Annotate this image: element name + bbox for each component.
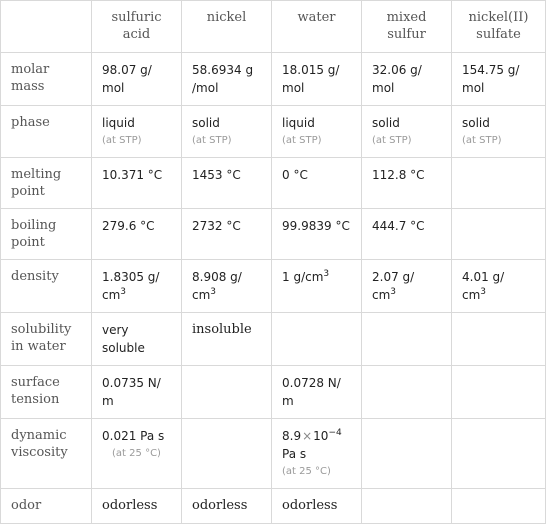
phase-water: liquid (at STP) — [272, 106, 362, 158]
surface-tension-mixed-sulfur — [362, 366, 452, 419]
row-label-phase: phase — [1, 106, 92, 158]
row-label-molar-mass: molar mass — [1, 53, 92, 106]
row-label-boiling-point: boiling point — [1, 209, 92, 260]
boiling-point-sulfuric-acid: 279.6 °C — [92, 209, 182, 260]
density-mixed-sulfur: 2.07 g/ $cm^3$ — [362, 260, 452, 313]
table-row — [1, 260, 546, 313]
density-nickel-ii-sulfate: 4.01 g/ $cm^3$ — [452, 260, 546, 313]
molar-mass-nickel-ii-sulfate: 154.75 g/ mol — [452, 53, 546, 106]
odor-sulfuric-acid: odorless — [92, 489, 182, 524]
surface-tension-sulfuric-acid: 0.0735 N/ m — [92, 366, 182, 419]
boiling-point-nickel: 2732 °C — [182, 209, 272, 260]
melting-point-nickel: 1453 °C — [182, 158, 272, 209]
phase-note: (at STP) — [102, 135, 142, 146]
boiling-point-water: 99.9839 °C — [272, 209, 362, 260]
melting-point-water: 0 °C — [272, 158, 362, 209]
row-label-melting-point: melting point — [1, 158, 92, 209]
viscosity-note: (at 25 °C) — [282, 466, 331, 477]
melting-point-nickel-ii-sulfate — [452, 158, 546, 209]
phase-nickel-ii-sulfate: solid (at STP) — [452, 106, 546, 158]
molar-mass-mixed-sulfur: 32.06 g/ mol — [362, 53, 452, 106]
melting-point-sulfuric-acid: 10.371 °C — [92, 158, 182, 209]
row-label-odor: odor — [1, 489, 92, 524]
phase-mixed-sulfur: solid (at STP) — [362, 106, 452, 158]
column-header-nickel-ii-sulfate: nickel(II) sulfate — [452, 1, 546, 53]
table-row — [1, 53, 546, 106]
column-header-sulfuric-acid: sulfuric acid — [92, 1, 182, 53]
phase-sulfuric-acid: liquid (at STP) — [92, 106, 182, 158]
density-nickel: 8.908 g/ $cm^3$ — [182, 260, 272, 313]
density-water: 1 $g/cm^3$ — [272, 260, 362, 313]
odor-nickel-ii-sulfate — [452, 489, 546, 524]
row-label-dynamic-viscosity: dynamic viscosity — [1, 419, 92, 489]
dynamic-viscosity-sulfuric-acid: 0.021 Pa s (at 25 °C) — [92, 419, 182, 489]
density-sulfuric-acid: 1.8305 g/ $cm^3$ — [92, 260, 182, 313]
table-row — [1, 209, 546, 260]
odor-mixed-sulfur — [362, 489, 452, 524]
table-row — [1, 419, 546, 489]
column-header-nickel: nickel — [182, 1, 272, 53]
table-row — [1, 366, 546, 419]
odor-nickel: odorless — [182, 489, 272, 524]
solubility-nickel-ii-sulfate — [452, 313, 546, 366]
odor-water: odorless — [272, 489, 362, 524]
boiling-point-nickel-ii-sulfate — [452, 209, 546, 260]
molar-mass-sulfuric-acid: 98.07 g/ mol — [92, 53, 182, 106]
melting-point-mixed-sulfur: 112.8 °C — [362, 158, 452, 209]
phase-note: (at STP) — [192, 135, 232, 146]
molar-mass-water: 18.015 g/ mol — [272, 53, 362, 106]
phase-note: (at STP) — [372, 135, 412, 146]
boiling-point-mixed-sulfur: 444.7 °C — [362, 209, 452, 260]
solubility-water — [272, 313, 362, 366]
row-label-solubility: solubility in water — [1, 313, 92, 366]
solubility-mixed-sulfur — [362, 313, 452, 366]
phase-nickel: solid (at STP) — [182, 106, 272, 158]
table-row — [1, 489, 546, 524]
viscosity-note: (at 25 °C) — [112, 448, 161, 459]
column-header-mixed-sulfur: mixed sulfur — [362, 1, 452, 53]
corner-cell — [1, 1, 92, 53]
column-header-water: water — [272, 1, 362, 53]
phase-note: (at STP) — [462, 135, 502, 146]
row-label-surface-tension: surface tension — [1, 366, 92, 419]
dynamic-viscosity-nickel — [182, 419, 272, 489]
phase-note: (at STP) — [282, 135, 322, 146]
surface-tension-nickel-ii-sulfate — [452, 366, 546, 419]
dynamic-viscosity-mixed-sulfur — [362, 419, 452, 489]
dynamic-viscosity-nickel-ii-sulfate — [452, 419, 546, 489]
header-row — [1, 1, 546, 53]
dynamic-viscosity-water: $8.9\times 10^{-4}$ Pa s (at 25 °C) — [272, 419, 362, 489]
solubility-nickel: insoluble — [182, 313, 272, 366]
table-row — [1, 106, 546, 158]
table-row — [1, 313, 546, 366]
row-label-density: density — [1, 260, 92, 313]
surface-tension-water: 0.0728 N/ m — [272, 366, 362, 419]
solubility-sulfuric-acid: very soluble — [92, 313, 182, 366]
table-row — [1, 158, 546, 209]
molar-mass-nickel: 58.6934 g /mol — [182, 53, 272, 106]
surface-tension-nickel — [182, 366, 272, 419]
